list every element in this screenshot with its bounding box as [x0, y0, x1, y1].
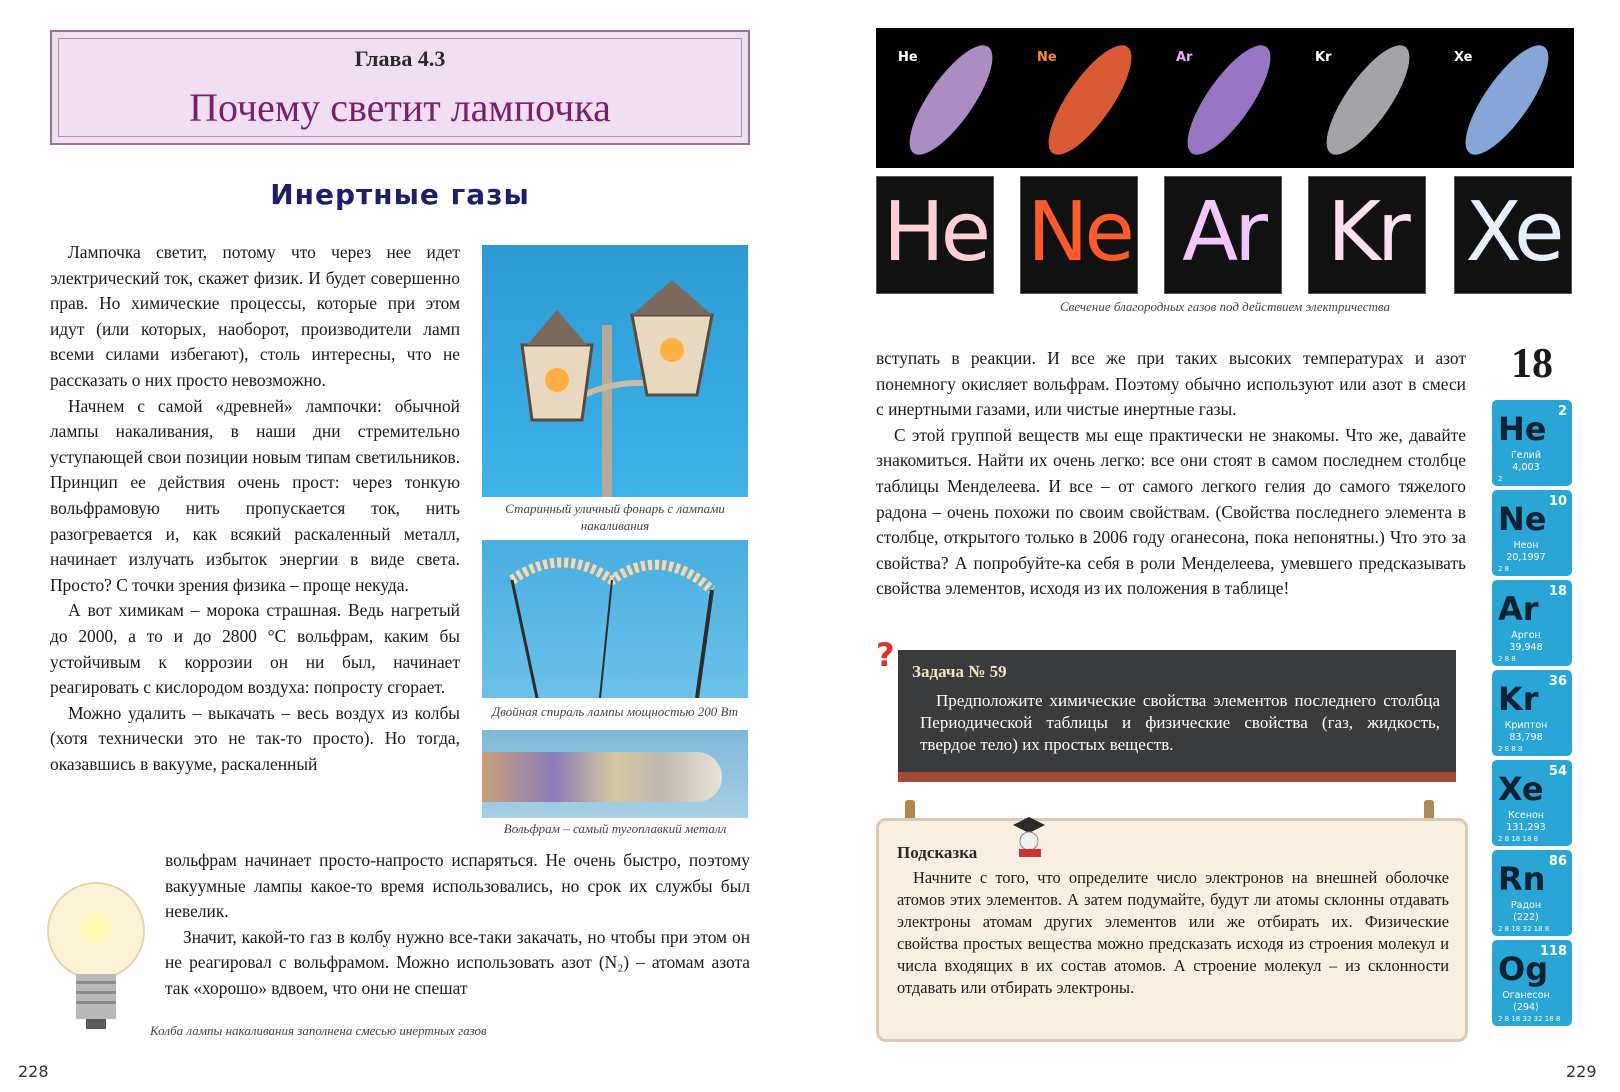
element-symbol: Rn	[1498, 860, 1546, 898]
element-symbol: Kr	[1498, 680, 1539, 718]
atomic-mass: 4,003	[1512, 462, 1540, 473]
glowing-symbol-ne: Ne	[1020, 176, 1138, 294]
gas-label: Kr	[1315, 50, 1332, 65]
group-number: 18	[1511, 341, 1553, 387]
atomic-mass: (294)	[1513, 1002, 1539, 1013]
gas-label: Ne	[1037, 50, 1057, 65]
element-cell-he	[1492, 400, 1572, 486]
element-name: Неон	[1513, 540, 1539, 551]
page-number-right: 229	[1566, 1062, 1597, 1081]
gas-tube-ne	[1015, 28, 1154, 168]
body-text-left	[50, 240, 460, 777]
paragraph: А вот химикам – морока страшная. Ведь нагретый до 2000, а то и до 2800 °С вольфрам, каким бы устойчивым к коррозии он ни был, начинает реагировать с кислородом воздуха: попросту сгорает.	[50, 600, 460, 698]
element-name: Оганесон	[1502, 990, 1550, 1001]
gas-label: Ar	[1176, 50, 1193, 65]
atomic-number: 86	[1548, 854, 1567, 869]
body-text-right	[876, 346, 1466, 602]
gas-label: He	[898, 50, 918, 65]
atomic-number: 36	[1548, 674, 1567, 689]
atomic-mass: 20,1997	[1506, 552, 1546, 563]
element-name: Радон	[1510, 900, 1542, 911]
atomic-mass: (222)	[1513, 912, 1539, 923]
electron-shells: 2 8 8	[1498, 655, 1516, 663]
gas-tube-xe	[1432, 28, 1571, 168]
gas-tube-ar	[1154, 28, 1293, 168]
atomic-number: 54	[1548, 764, 1567, 779]
element-name: Гелий	[1510, 450, 1542, 461]
element-name: Криптон	[1504, 720, 1548, 731]
page-number-left: 228	[18, 1062, 49, 1081]
atomic-number: 2	[1557, 404, 1567, 419]
caption-bulb: Колба лампы накаливания заполнена смесью инертных газов	[150, 1023, 487, 1038]
element-cell-xe	[1492, 760, 1572, 846]
element-symbol: Og	[1498, 950, 1549, 988]
element-cell-kr	[1492, 670, 1572, 756]
hint-title: Подсказка	[897, 843, 978, 862]
paragraph: вступать в реакции. И все же при таких высоких температурах и азот понемногу окисляет вольфрам. Поэтому обычно используют или азот в смеси с инертными газами, или чистые инертные газы.	[876, 348, 1466, 420]
gas-discharge-tubes	[876, 28, 1574, 168]
caption-gas-glow: Свечение благородных газов под действием электричества	[1060, 299, 1390, 314]
glowing-symbol-xe: Xe	[1454, 176, 1572, 294]
body-text-left-bottom	[165, 848, 750, 1002]
question-mark-icon	[874, 636, 900, 676]
chapter-header	[50, 30, 750, 145]
gas-tube-he	[876, 28, 1015, 168]
tungsten-rod-photo	[482, 730, 748, 818]
element-symbol: He	[1498, 410, 1547, 448]
chapter-title: Почему светит лампочка	[189, 85, 611, 130]
paragraph: Значит, какой-то газ в колбу нужно все-таки закачать, но чтобы при этом он не реагировал с вольфрамом. Можно использовать азот (N₂) – атомам азота так «хорошо» вдвоем, что они не спешат	[165, 926, 750, 998]
street-lantern-photo	[482, 245, 748, 497]
element-cell-ne	[1492, 490, 1572, 576]
paragraph: вольфрам начинает просто-напросто испаряться. Не очень быстро, поэтому вакуумные лампы какое-то время использовались, но срок их службы был невелик.	[165, 850, 750, 922]
paragraph: С этой группой веществ мы еще практически не знакомы. Что же, давайте знакомиться. Найти их очень легко: все они стоят в самом последнем столбце таблицы Менделеева. И все – от самого легкого гелия до самого тяжелого радона – очень похожи по своим свойствам. (Свойства последнего элемента в столбце, открытого только в 2006 году оганесона, пока непонятны.) Что это за свойства? А попробуйте-ка себя в роли Менделеева, умевшего предсказывать свойства элементов, исходя из их положения в таблице!	[876, 424, 1466, 599]
element-symbol: Ne	[1498, 500, 1547, 538]
task-title: Задача № 59	[912, 662, 1007, 681]
chapter-number: Глава 4.3	[354, 46, 446, 71]
task-text: Предположите химические свойства элементов последнего столбца Периодической таблицы и физические свойства (газ, жидкость, твердое тело) их простых веществ.	[920, 691, 1440, 754]
caption-tungsten: Вольфрам – самый тугоплавкий металл	[503, 821, 727, 836]
atomic-number: 18	[1548, 584, 1567, 599]
glowing-symbol-kr: Kr	[1308, 176, 1426, 294]
paragraph: Можно удалить – выкачать – весь воздух из колбы (хотя технически это не так-то просто). Но тогда, оказавшись в вакууме, раскаленный	[50, 702, 460, 774]
paragraph: Начнем с самой «древней» лампочки: обычной лампы накаливания, в наши дни стремительно уступающей свои позиции новым типам светильников. Принцип ее действия очень прост: через тонкую вольфрамовую нить пропускается ток, нить разогревается и, как всякий раскаленный металл, начинает излучать избыток энергии в виде света. Просто? С точки зрения физика – проще некуда.	[50, 395, 460, 595]
electron-shells: 2 8 18 18 8	[1498, 835, 1539, 843]
element-cell-og	[1492, 940, 1572, 1026]
caption-spiral: Двойная спираль лампы мощностью 200 Вт	[491, 704, 739, 719]
electron-shells: 2 8 18 32 18 8	[1498, 925, 1550, 933]
atomic-number: 10	[1548, 494, 1567, 509]
glowing-symbol-ar: Ar	[1164, 176, 1282, 294]
atomic-mass: 131,293	[1506, 822, 1546, 833]
hint-text: Начните с того, что определите число электронов на внешней оболочке атомов этих элементов. А затем подумайте, будут ли атомы склонны отдавать электроны атомам других элементов или же отбирать их. Физические свойства простых вещества можно предсказать исходя из строения молекул и числа входящих в их состав атомов. А строение молекул – из склонности отдавать или отбирать электроны.	[897, 868, 1449, 997]
element-name: Ксенон	[1507, 810, 1545, 821]
electron-shells: 2 8 18 32 32 18 8	[1498, 1015, 1561, 1023]
hint-box	[876, 818, 1468, 1042]
task-board	[876, 636, 1456, 782]
element-symbol: Ar	[1498, 590, 1539, 628]
section-title: Инертные газы	[270, 178, 530, 211]
element-symbol: Xe	[1498, 770, 1544, 808]
element-name: Аргон	[1511, 630, 1541, 641]
paragraph: Лампочка светит, потому что через нее идет электрический ток, скажет физик. И будет совершенно прав. Но химические процессы, которые при этом идут (или которых, наоборот, производители ламп всеми силами избегают), столь интересны, что не рассказать о них просто невозможно.	[50, 242, 460, 390]
double-spiral-photo	[482, 540, 748, 698]
element-cell-ar	[1492, 580, 1572, 666]
glowing-symbol-he: He	[876, 176, 994, 294]
electron-shells: 2 8	[1498, 565, 1510, 573]
electron-shells: 2 8 8 8	[1498, 745, 1523, 753]
graduate-icon	[1009, 815, 1049, 861]
electron-shells: 2	[1498, 475, 1503, 483]
element-cell-rn	[1492, 850, 1572, 936]
svg-text:?: ?	[876, 636, 895, 674]
gas-tube-kr	[1293, 28, 1432, 168]
atomic-number: 118	[1539, 944, 1567, 959]
light-bulb-photo	[44, 876, 149, 1036]
atomic-mass: 39,948	[1509, 642, 1543, 653]
gas-label: Xe	[1454, 50, 1473, 65]
atomic-mass: 83,798	[1509, 732, 1543, 743]
caption-lantern: Старинный уличный фонарь с лампами накаливания	[505, 501, 725, 533]
